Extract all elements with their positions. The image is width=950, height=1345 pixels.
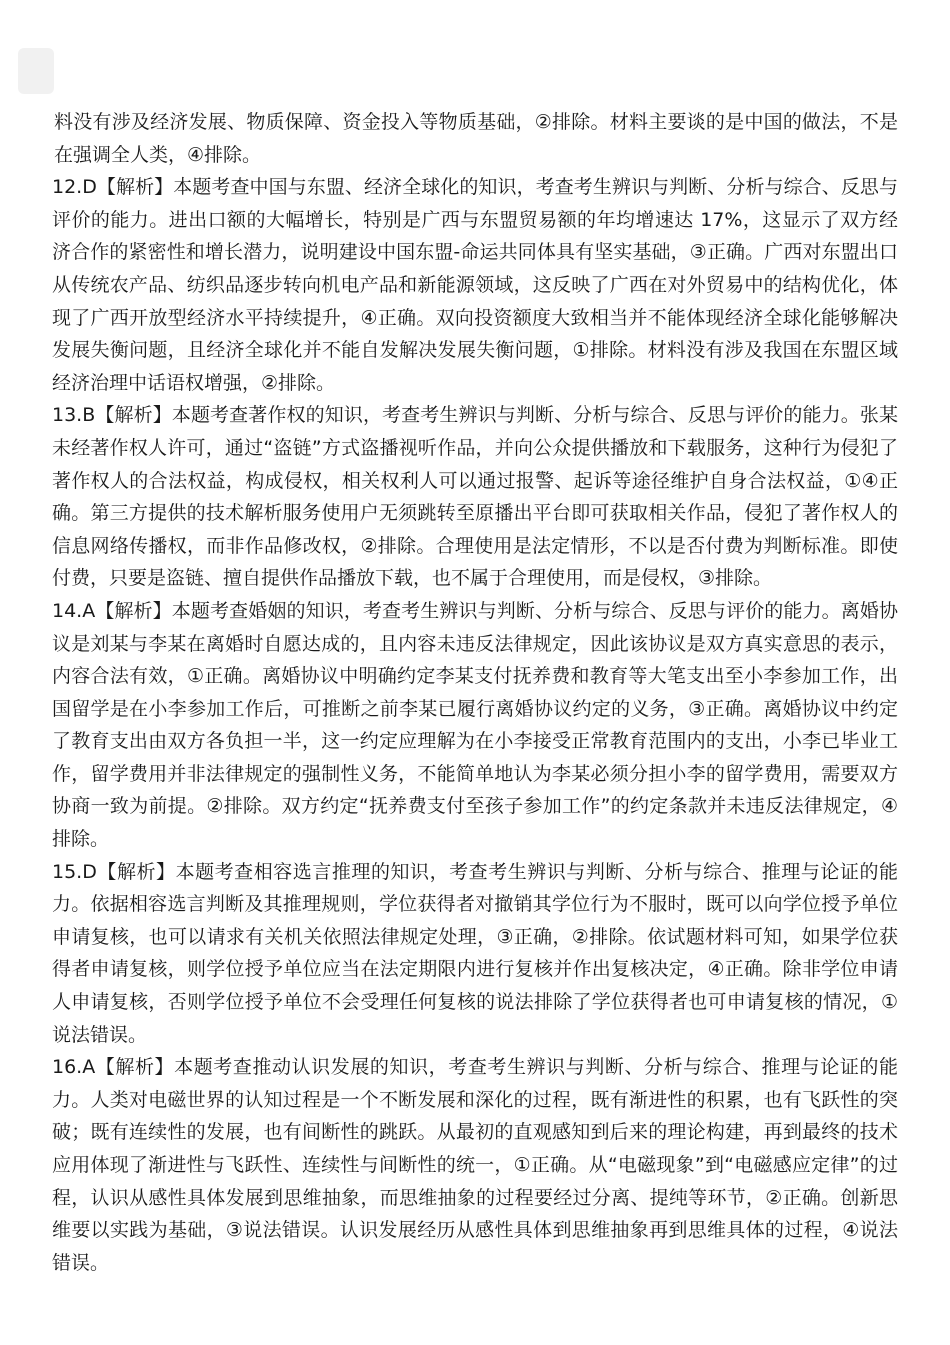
answer-item-14 <box>52 595 898 856</box>
item-number: 14.A <box>52 599 96 622</box>
answer-item-16 <box>52 1051 898 1279</box>
analysis-tag: 【解析】 <box>95 599 172 622</box>
continued-paragraph <box>52 106 898 171</box>
answer-item-15 <box>52 856 898 1052</box>
paragraph-text: 料没有涉及经济发展、物质保障、资金投入等物质基础，②排除。材料主要谈的是中国的做法，不是在强调全人类，④排除。 <box>54 111 898 166</box>
item-number: 15.D <box>52 860 97 883</box>
analysis-tag: 【解析】 <box>95 404 172 427</box>
item-number: 12.D <box>52 176 97 199</box>
item-number: 13.B <box>52 404 96 427</box>
paragraph-text: 本题考查相容选言推理的知识，考查考生辨识与判断、分析与综合、推理与论证的能力。依据相容选言判断及其推理规则，学位获得者对撤销其学位行为不服时，既可以向学位授予单位申请复核，也可以请求有关机关依照法律规定处理，③正确，②排除。依试题材料可知，如果学位获得者申请复核，则学位授予单位应当在法定期限内进行复核并作出复核决定，④正确。除非学位申请人申请复核，否则学位授予单位不会受理任何复核的说法排除了学位获得者也可申请复核的情况，①说法错误。 <box>52 860 898 1046</box>
analysis-tag: 【解析】 <box>96 860 176 883</box>
analysis-tag: 【解析】 <box>95 1056 175 1079</box>
paragraph-text: 本题考查推动认识发展的知识，考查考生辨识与判断、分析与综合、推理与论证的能力。人类对电磁世界的认知过程是一个不断发展和深化的过程，既有渐进性的积累，也有飞跃性的突破；既有连续性的发展，也有间断性的跳跃。从最初的直观感知到后来的理论构建，再到最终的技术应用体现了渐进性与飞跃性、连续性与间断性的统一，①正确。从“电磁现象”到“电磁感应定律”的过程，认识从感性具体发展到思维抽象，而思维抽象的过程要经过分离、提纯等环节，②正确。创新思维要以实践为基础，③说法错误。认识发展经历从感性具体到思维抽象再到思维具体的过程，④说法错误。 <box>52 1056 898 1274</box>
item-number: 16.A <box>52 1056 96 1079</box>
paragraph-text: 本题考查中国与东盟、经济全球化的知识，考查考生辨识与判断、分析与综合、反思与评价的能力。进出口额的大幅增长，特别是广西与东盟贸易额的年均增速达 17%，这显示了双方经济合作的紧密性和增长潜力，说明建设中国东盟-命运共同体具有坚实基础，③正确。广西对东盟出口从传统农产品、纺织品逐步转向机电产品和新能源领域，这反映了广西在对外贸易中的结构优化，体现了广西开放型经济水平持续提升，④正确。双向投资额度大致相当并不能体现经济全球化能够解决发展失衡问题，且经济全球化并不能自发解决发展失衡问题，①排除。材料没有涉及我国在东盟区域经济治理中话语权增强，②排除。 <box>52 176 898 394</box>
paragraph-text: 本题考查婚姻的知识，考查考生辨识与判断、分析与综合、反思与评价的能力。离婚协议是刘某与李某在离婚时自愿达成的，且内容未违反法律规定，因此该协议是双方真实意思的表示，内容合法有效，①正确。离婚协议中明确约定李某支付抚养费和教育等大笔支出至小李参加工作，出国留学是在小李参加工作后，可推断之前李某已履行离婚协议约定的义务，③正确。离婚协议中约定了教育支出由双方各负担一半，这一约定应理解为在小李接受正常教育范围内的支出，小李已毕业工作，留学费用并非法律规定的强制性义务，不能简单地认为李某必须分担小李的留学费用，需要双方协商一致为前提。②排除。双方约定“抚养费支付至孩子参加工作”的约定条款并未违反法律规定，④排除。 <box>52 599 898 851</box>
paragraph-text: 本题考查著作权的知识，考查考生辨识与判断、分析与综合、反思与评价的能力。张某未经著作权人许可，通过“盗链”方式盗播视听作品，并向公众提供播放和下载服务，这种行为侵犯了著作权人的合法权益，构成侵权，相关权利人可以通过报警、起诉等途径维护自身合法权益，①④正确。第三方提供的技术解析服务使用户无须跳转至原播出平台即可获取相关作品，侵犯了著作权人的信息网络传播权，而非作品修改权，②排除。合理使用是法定情形，不以是否付费为判断标准。即使付费，只要是盗链、擅自提供作品播放下载，也不属于合理使用，而是侵权，③排除。 <box>52 404 898 590</box>
answer-item-13 <box>52 399 898 595</box>
answer-item-12 <box>52 171 898 399</box>
analysis-tag: 【解析】 <box>96 176 174 199</box>
